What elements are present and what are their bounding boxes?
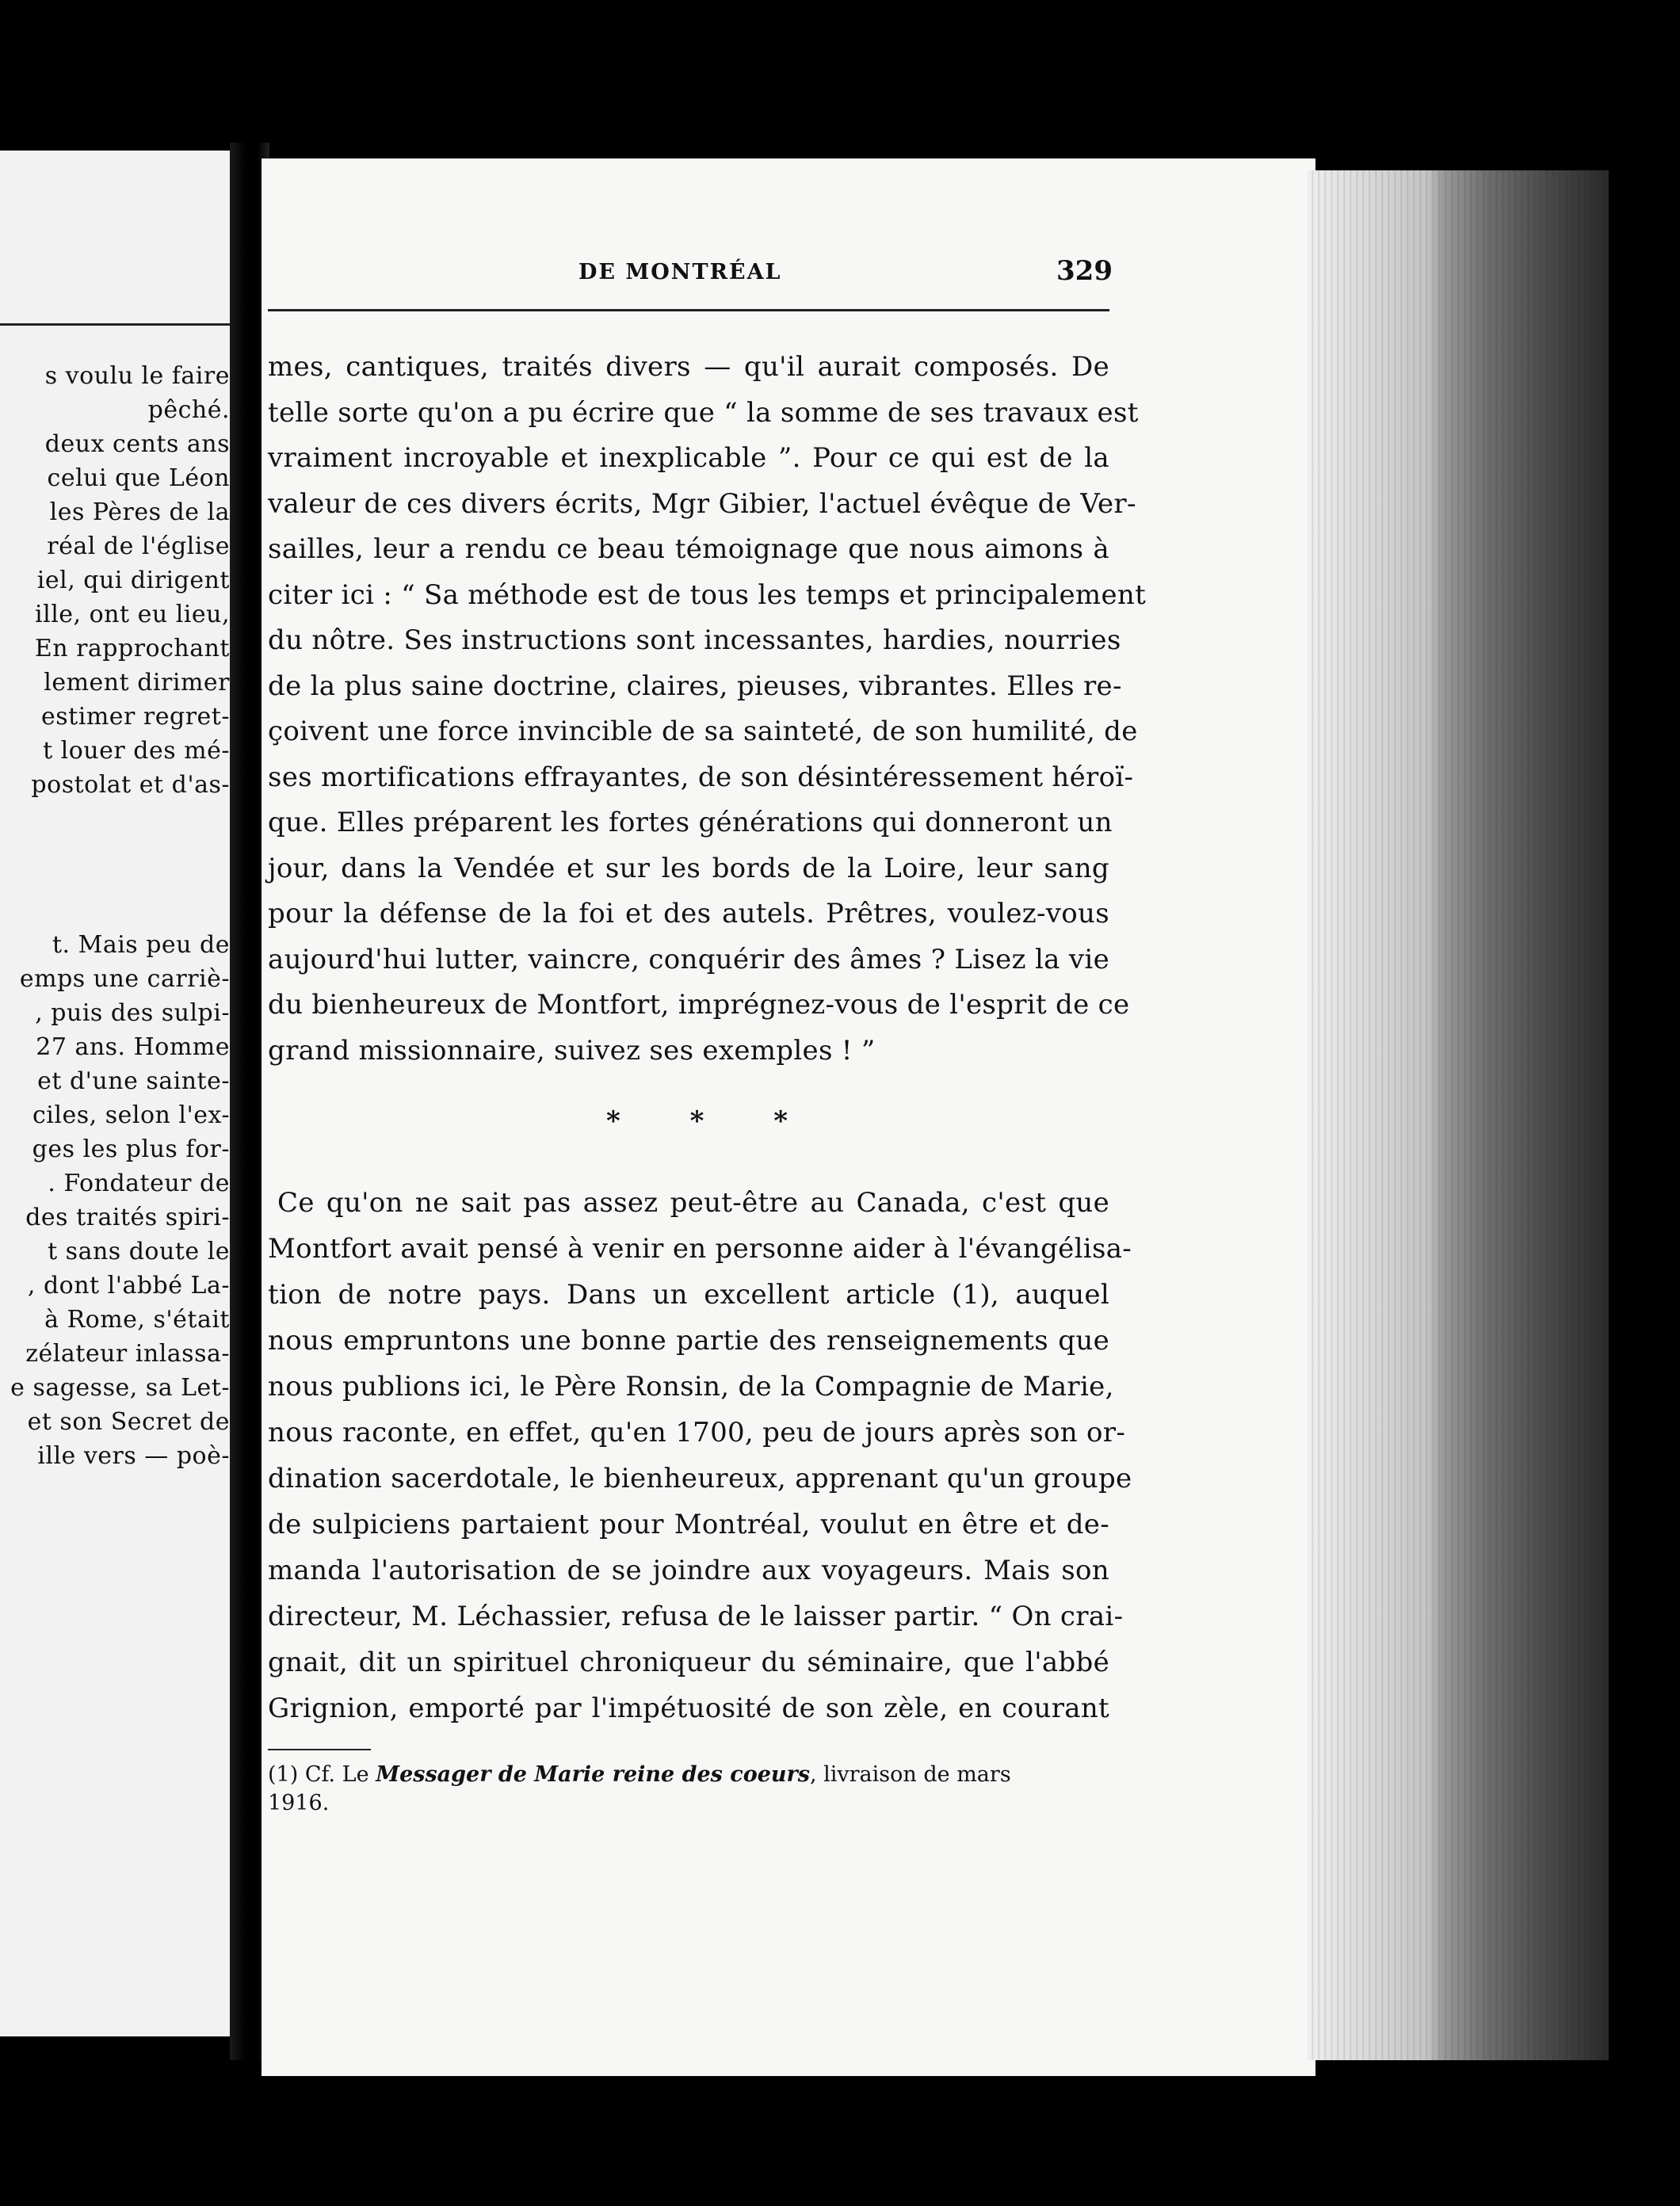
footnote-rule (268, 1749, 371, 1750)
left-page-line: emps une carriè- (19, 965, 230, 993)
text-line: pour la défense de la foi et des autels. Prêtres, voulez-vous (268, 898, 1109, 929)
text-line: manda l'autorisation de se joindre aux voyageurs. Mais son (268, 1555, 1109, 1586)
left-page-line: . Fondateur de (48, 1170, 230, 1197)
left-page-line: En rapprochant (34, 635, 230, 662)
text-line: gnait, dit un spirituel chroniqueur du séminaire, que l'abbé (268, 1647, 1109, 1678)
running-head-title: DE MONTRÉAL (578, 260, 782, 284)
text-line: grand missionnaire, suivez ses exemples ! ” (268, 1034, 876, 1067)
left-page-line: ille, ont eu lieu, (35, 601, 230, 628)
header-rule (268, 309, 1109, 311)
left-page-line: t louer des mé- (43, 737, 230, 765)
text-line: ses mortifications effrayantes, de son désintéressement héroï- (268, 761, 1134, 793)
book-fore-edge-texture (1308, 170, 1609, 2060)
footnote-line-2: 1916. (268, 1791, 330, 1815)
text-line: çoivent une force invincible de sa sainteté, de son humilité, de (268, 716, 1138, 747)
left-page-line: réal de l'église (47, 532, 230, 560)
left-page-line: s voulu le faire (44, 362, 230, 390)
text-line: Montfort avait pensé à venir en personne aider à l'évangélisa- (268, 1233, 1132, 1265)
left-page-line: ille vers — poè- (37, 1442, 230, 1470)
left-page-line: t. Mais peu de (52, 931, 230, 959)
text-line: Grignion, emporté par l'impétuosité de son zèle, en courant (268, 1693, 1109, 1724)
left-page-line: e sagesse, sa Let- (10, 1374, 230, 1402)
left-header-rule (0, 323, 238, 326)
text-line: sailles, leur a rendu ce beau témoignage que nous aimons à (268, 533, 1109, 565)
text-line: dination sacerdotale, le bienheureux, apprenant qu'un groupe (268, 1463, 1132, 1494)
left-page-line: , dont l'abbé La- (27, 1272, 230, 1300)
left-page-line: ges les plus for- (32, 1135, 230, 1163)
left-page-line: les Pères de la (49, 498, 230, 526)
footnote-title: Messager de Marie reine des coeurs (376, 1762, 810, 1787)
text-line: directeur, M. Léchassier, refusa de le laisser partir. “ On crai- (268, 1601, 1124, 1632)
left-page-line: ciles, selon l'ex- (32, 1101, 230, 1129)
left-page-line: et d'une sainte- (37, 1067, 230, 1095)
text-line: citer ici : “ Sa méthode est de tous les temps et principalement (268, 578, 1147, 611)
text-line: du bienheureux de Montfort, imprégnez-vous de l'esprit de ce (268, 989, 1130, 1021)
text-line: nous empruntons une bonne partie des renseignements que (268, 1325, 1109, 1357)
left-page-line: estimer regret- (41, 703, 230, 731)
text-line: de la plus saine doctrine, claires, pieuses, vibrantes. Elles re- (268, 670, 1122, 702)
page-number: 329 (1056, 255, 1113, 287)
text-line: nous raconte, en effet, qu'en 1700, peu de jours après son or- (268, 1417, 1126, 1448)
left-page-line: 27 ans. Homme (36, 1033, 230, 1061)
left-page-line: zélateur inlassa- (25, 1340, 230, 1368)
text-line: que. Elles préparent les fortes générations qui donneront un (268, 807, 1113, 838)
text-line: valeur de ces divers écrits, Mgr Gibier, l'actuel évêque de Ver- (268, 487, 1136, 520)
left-page-line: et son Secret de (27, 1408, 230, 1436)
left-page-line: lement dirimer (44, 669, 230, 697)
left-page-line: deux cents ans (44, 430, 230, 458)
left-page-line: t sans doute le (48, 1238, 230, 1265)
text-line: aujourd'hui lutter, vaincre, conquérir des âmes ? Lisez la vie (268, 943, 1109, 975)
section-separator: * * * (606, 1105, 819, 1137)
footnote-suffix: , livraison de mars (809, 1762, 1011, 1787)
text-line: vraiment incroyable et inexplicable ”. Pour ce qui est de la (268, 442, 1109, 474)
footnote-line-1 (268, 1761, 1109, 1789)
left-page (0, 151, 238, 2036)
footnote-prefix: (1) Cf. Le (268, 1762, 376, 1787)
left-page-line: celui que Léon (47, 464, 230, 492)
left-page-line: à Rome, s'était (44, 1306, 230, 1334)
text-line: mes, cantiques, traités divers — qu'il aurait composés. De (268, 351, 1109, 383)
left-page-line: postolat et d'as- (31, 771, 230, 799)
text-line: Ce qu'on ne sait pas assez peut-être au Canada, c'est que (277, 1187, 1109, 1219)
text-line: du nôtre. Ses instructions sont incessantes, hardies, nourries (268, 624, 1121, 656)
left-page-line: des traités spiri- (25, 1204, 230, 1231)
left-page-line: , puis des sulpi- (35, 999, 230, 1027)
text-line: jour, dans la Vendée et sur les bords de la Loire, leur sang (268, 852, 1109, 884)
left-page-line: iel, qui dirigent (36, 567, 230, 594)
text-line: tion de notre pays. Dans un excellent article (1), auquel (268, 1279, 1109, 1311)
text-line: telle sorte qu'on a pu écrire que “ la somme de ses travaux est (268, 396, 1139, 429)
text-line: nous publions ici, le Père Ronsin, de la Compagnie de Marie, (268, 1371, 1114, 1403)
text-line: de sulpiciens partaient pour Montréal, voulut en être et de- (268, 1509, 1109, 1540)
left-page-line: pêché. (147, 396, 230, 424)
